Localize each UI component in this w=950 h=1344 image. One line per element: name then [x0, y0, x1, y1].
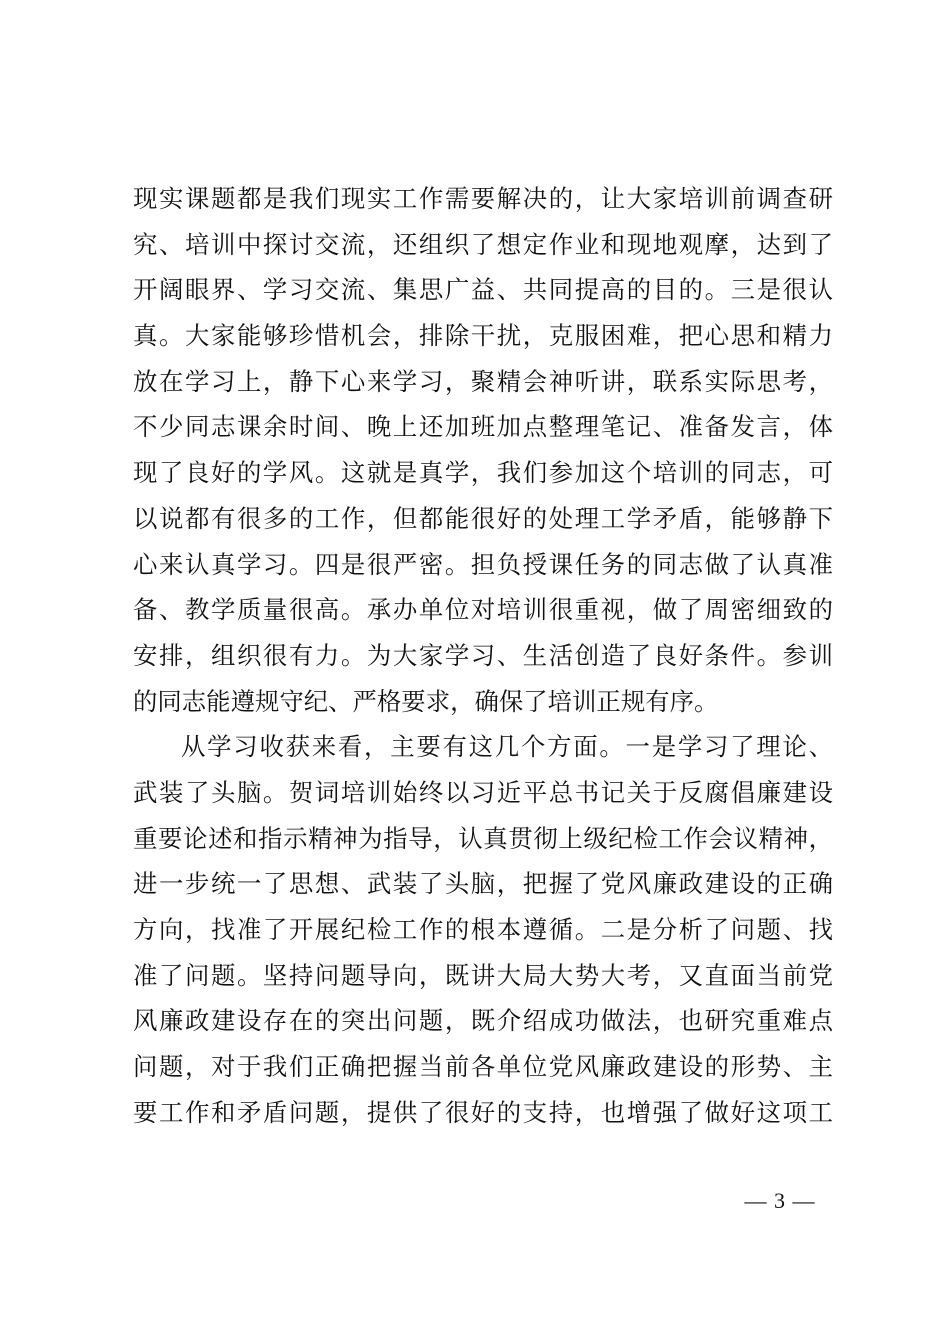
body-text — [133, 176, 833, 1135]
text-line: 武装了头脑。贺词培训始终以习近平总书记关于反腐倡廉建设 — [133, 777, 833, 807]
text-line: 不少同志课余时间、晚上还加班加点整理笔记、准备发言，体 — [133, 412, 833, 442]
text-line: 心来认真学习。四是很严密。担负授课任务的同志做了认真准 — [133, 549, 833, 579]
text-line: 备、教学质量很高。承办单位对培训很重视，做了周密细致的 — [133, 595, 833, 625]
text-line: 问题，对于我们正确把握当前各单位党风廉政建设的形势、主 — [133, 1052, 833, 1082]
text-line: 真。大家能够珍惜机会，排除干扰，克服困难，把心思和精力 — [133, 321, 833, 351]
text-line: 方向，找准了开展纪检工作的根本遵循。二是分析了问题、找 — [133, 915, 833, 944]
text-line: 现实课题都是我们现实工作需要解决的，让大家培训前调查研 — [133, 184, 833, 213]
text-line: 以说都有很多的工作，但都能很好的处理工学矛盾，能够静下 — [133, 503, 833, 533]
text-line: 准了问题。坚持问题导向，既讲大局大势大考，又直面当前党 — [133, 960, 833, 990]
text-line: 从学习收获来看，主要有这几个方面。一是学习了理论、 — [181, 732, 833, 762]
page-number: — 3 — — [744, 1188, 816, 1213]
text-line: 安排，组织很有力。为大家学习、生活创造了良好条件。参训 — [133, 640, 833, 670]
text-line: 的同志能遵规守纪、严格要求，确保了培训正规有序。 — [133, 686, 719, 716]
text-line: 要工作和矛盾问题，提供了很好的支持，也增强了做好这项工 — [133, 1097, 833, 1127]
text-line: 进一步统一了思想、武装了头脑，把握了党风廉政建设的正确 — [133, 869, 833, 899]
text-line: 放在学习上，静下心来学习，聚精会神听讲，联系实际思考， — [133, 366, 833, 396]
text-line: 现了良好的学风。这就是真学，我们参加这个培训的同志，可 — [133, 458, 833, 488]
text-line: 究、培训中探讨交流，还组织了想定作业和现地观摩，达到了 — [133, 229, 833, 259]
text-line: 重要论述和指示精神为指导，认真贯彻上级纪检工作会议精神， — [133, 823, 833, 853]
text-line: 风廉政建设存在的突出问题，既介绍成功做法，也研究重难点 — [133, 1006, 833, 1036]
text-line: 开阔眼界、学习交流、集思广益、共同提高的目的。三是很认 — [133, 275, 833, 305]
